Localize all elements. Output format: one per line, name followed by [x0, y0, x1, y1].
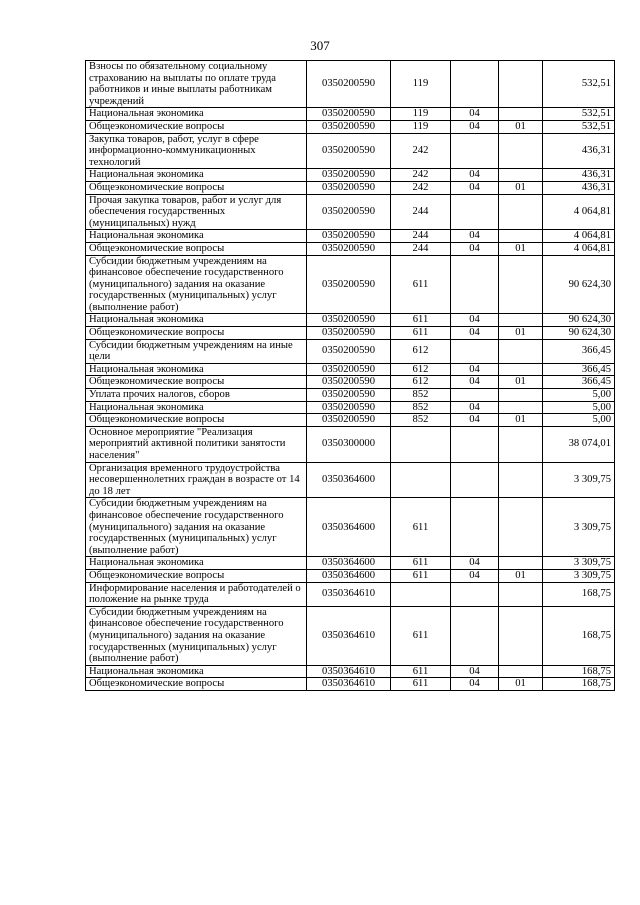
row-section: 04	[451, 569, 499, 582]
table-row	[86, 339, 615, 363]
row-section	[451, 426, 499, 462]
row-subsection	[499, 498, 543, 557]
row-target-code: 0350200590	[307, 133, 391, 169]
row-name: Общеэкономические вопросы	[86, 181, 307, 194]
row-sum: 4 064,81	[543, 242, 615, 255]
row-expense-type: 242	[391, 169, 451, 182]
row-name: Национальная экономика	[86, 401, 307, 414]
row-name: Общеэкономические вопросы	[86, 120, 307, 133]
row-subsection: 01	[499, 414, 543, 427]
row-target-code: 0350200590	[307, 169, 391, 182]
row-target-code: 0350364610	[307, 678, 391, 691]
row-name: Субсидии бюджетным учреждениям на иные цели	[86, 339, 307, 363]
row-subsection: 01	[499, 242, 543, 255]
row-expense-type: 119	[391, 61, 451, 108]
row-expense-type	[391, 582, 451, 606]
row-section: 04	[451, 557, 499, 570]
row-sum: 168,75	[543, 582, 615, 606]
row-sum: 532,51	[543, 61, 615, 108]
row-target-code: 0350364610	[307, 582, 391, 606]
table-row	[86, 426, 615, 462]
row-section: 04	[451, 363, 499, 376]
row-name: Национальная экономика	[86, 108, 307, 121]
row-subsection	[499, 389, 543, 402]
row-section: 04	[451, 108, 499, 121]
row-sum: 532,51	[543, 120, 615, 133]
row-section	[451, 582, 499, 606]
row-sum: 4 064,81	[543, 230, 615, 243]
row-subsection: 01	[499, 181, 543, 194]
row-expense-type: 611	[391, 255, 451, 314]
table-row	[86, 314, 615, 327]
row-target-code: 0350200590	[307, 120, 391, 133]
row-target-code: 0350300000	[307, 426, 391, 462]
row-sum: 4 064,81	[543, 194, 615, 230]
table-row	[86, 181, 615, 194]
row-subsection	[499, 462, 543, 498]
row-target-code: 0350200590	[307, 376, 391, 389]
row-target-code: 0350364610	[307, 606, 391, 665]
row-section: 04	[451, 120, 499, 133]
row-sum: 5,00	[543, 401, 615, 414]
table-row	[86, 414, 615, 427]
row-sum: 3 309,75	[543, 557, 615, 570]
row-expense-type: 611	[391, 678, 451, 691]
row-expense-type: 852	[391, 414, 451, 427]
row-subsection	[499, 169, 543, 182]
row-section: 04	[451, 376, 499, 389]
table-row	[86, 242, 615, 255]
row-expense-type: 611	[391, 314, 451, 327]
row-subsection	[499, 363, 543, 376]
table-row	[86, 678, 615, 691]
row-name: Общеэкономические вопросы	[86, 327, 307, 340]
row-target-code: 0350200590	[307, 230, 391, 243]
row-expense-type	[391, 426, 451, 462]
table-row	[86, 255, 615, 314]
row-sum: 3 309,75	[543, 462, 615, 498]
row-section: 04	[451, 678, 499, 691]
row-subsection: 01	[499, 120, 543, 133]
row-subsection: 01	[499, 376, 543, 389]
row-sum: 436,31	[543, 169, 615, 182]
row-name: Информирование населения и работодателей о положение на рынке труда	[86, 582, 307, 606]
row-sum: 38 074,01	[543, 426, 615, 462]
row-section	[451, 498, 499, 557]
table-row	[86, 133, 615, 169]
row-expense-type: 611	[391, 557, 451, 570]
row-subsection	[499, 194, 543, 230]
row-target-code: 0350200590	[307, 61, 391, 108]
row-section	[451, 194, 499, 230]
row-target-code: 0350200590	[307, 314, 391, 327]
row-expense-type: 244	[391, 242, 451, 255]
row-target-code: 0350200590	[307, 339, 391, 363]
budget-table-body	[86, 61, 615, 691]
row-subsection: 01	[499, 678, 543, 691]
table-row	[86, 376, 615, 389]
row-target-code: 0350200590	[307, 255, 391, 314]
row-subsection	[499, 230, 543, 243]
row-target-code: 0350200590	[307, 242, 391, 255]
table-row	[86, 389, 615, 402]
row-target-code: 0350364610	[307, 665, 391, 678]
table-row	[86, 327, 615, 340]
row-expense-type	[391, 462, 451, 498]
row-section: 04	[451, 169, 499, 182]
row-expense-type: 852	[391, 389, 451, 402]
table-row	[86, 61, 615, 108]
row-sum: 3 309,75	[543, 498, 615, 557]
row-name: Общеэкономические вопросы	[86, 569, 307, 582]
row-subsection	[499, 339, 543, 363]
row-sum: 5,00	[543, 389, 615, 402]
row-name: Основное мероприятие "Реализация мероприятий активной политики занятости населения"	[86, 426, 307, 462]
row-target-code: 0350364600	[307, 557, 391, 570]
row-expense-type: 612	[391, 376, 451, 389]
row-section	[451, 133, 499, 169]
row-subsection	[499, 255, 543, 314]
row-sum: 168,75	[543, 665, 615, 678]
row-section: 04	[451, 230, 499, 243]
row-expense-type: 612	[391, 339, 451, 363]
row-expense-type: 852	[391, 401, 451, 414]
row-sum: 436,31	[543, 133, 615, 169]
row-name: Общеэкономические вопросы	[86, 414, 307, 427]
table-row	[86, 498, 615, 557]
row-target-code: 0350200590	[307, 327, 391, 340]
row-subsection	[499, 606, 543, 665]
table-row	[86, 569, 615, 582]
budget-table	[85, 60, 615, 691]
row-section: 04	[451, 314, 499, 327]
row-expense-type: 611	[391, 327, 451, 340]
row-subsection	[499, 133, 543, 169]
row-target-code: 0350200590	[307, 363, 391, 376]
table-row	[86, 557, 615, 570]
row-target-code: 0350364600	[307, 569, 391, 582]
row-sum: 3 309,75	[543, 569, 615, 582]
row-section: 04	[451, 181, 499, 194]
table-row	[86, 462, 615, 498]
row-name: Национальная экономика	[86, 557, 307, 570]
row-expense-type: 244	[391, 230, 451, 243]
row-target-code: 0350200590	[307, 108, 391, 121]
row-name: Общеэкономические вопросы	[86, 678, 307, 691]
row-expense-type: 612	[391, 363, 451, 376]
row-sum: 168,75	[543, 606, 615, 665]
page-number: 307	[310, 38, 330, 53]
table-row	[86, 665, 615, 678]
row-name: Субсидии бюджетным учреждениям на финансовое обеспечение государственного (муниципального) задания на оказание государственных (муниципальных) услуг (выполнение работ)	[86, 606, 307, 665]
row-subsection: 01	[499, 327, 543, 340]
row-subsection	[499, 582, 543, 606]
row-subsection	[499, 314, 543, 327]
row-sum: 5,00	[543, 414, 615, 427]
table-row	[86, 582, 615, 606]
row-target-code: 0350200590	[307, 389, 391, 402]
row-sum: 532,51	[543, 108, 615, 121]
table-row	[86, 230, 615, 243]
row-name: Взносы по обязательному социальному страхованию на выплаты по оплате труда работников и иные выплаты работникам учреждений	[86, 61, 307, 108]
row-section	[451, 339, 499, 363]
row-expense-type: 244	[391, 194, 451, 230]
row-name: Субсидии бюджетным учреждениям на финансовое обеспечение государственного (муниципального) задания на оказание государственных (муниципальных) услуг (выполнение работ)	[86, 498, 307, 557]
row-name: Национальная экономика	[86, 363, 307, 376]
row-name: Национальная экономика	[86, 230, 307, 243]
row-section	[451, 606, 499, 665]
row-expense-type: 119	[391, 108, 451, 121]
row-name: Общеэкономические вопросы	[86, 376, 307, 389]
row-target-code: 0350364600	[307, 462, 391, 498]
row-name: Национальная экономика	[86, 169, 307, 182]
row-section: 04	[451, 665, 499, 678]
row-section: 04	[451, 327, 499, 340]
row-expense-type: 242	[391, 181, 451, 194]
table-row	[86, 401, 615, 414]
row-name: Общеэкономические вопросы	[86, 242, 307, 255]
row-sum: 436,31	[543, 181, 615, 194]
row-target-code: 0350200590	[307, 414, 391, 427]
row-name: Закупка товаров, работ, услуг в сфере информационно-коммуникационных технологий	[86, 133, 307, 169]
row-expense-type: 119	[391, 120, 451, 133]
table-row	[86, 108, 615, 121]
row-sum: 366,45	[543, 363, 615, 376]
row-sum: 366,45	[543, 339, 615, 363]
table-row	[86, 363, 615, 376]
row-target-code: 0350200590	[307, 401, 391, 414]
row-expense-type: 611	[391, 606, 451, 665]
row-target-code: 0350200590	[307, 194, 391, 230]
row-name: Организация временного трудоустройства несовершеннолетних граждан в возрасте от 14 до 18 лет	[86, 462, 307, 498]
row-section	[451, 61, 499, 108]
row-expense-type: 611	[391, 569, 451, 582]
row-name: Национальная экономика	[86, 314, 307, 327]
row-target-code: 0350364600	[307, 498, 391, 557]
row-section	[451, 389, 499, 402]
row-subsection	[499, 665, 543, 678]
row-section	[451, 462, 499, 498]
table-row	[86, 194, 615, 230]
row-sum: 90 624,30	[543, 327, 615, 340]
row-sum: 168,75	[543, 678, 615, 691]
row-name: Прочая закупка товаров, работ и услуг для обеспечения государственных (муниципальных) нужд	[86, 194, 307, 230]
row-name: Субсидии бюджетным учреждениям на финансовое обеспечение государственного (муниципального) задания на оказание государственных (муниципальных) услуг (выполнение работ)	[86, 255, 307, 314]
row-target-code: 0350200590	[307, 181, 391, 194]
table-row	[86, 169, 615, 182]
row-section: 04	[451, 242, 499, 255]
row-subsection	[499, 557, 543, 570]
row-subsection	[499, 426, 543, 462]
row-subsection	[499, 108, 543, 121]
table-row	[86, 606, 615, 665]
table-row	[86, 120, 615, 133]
row-name: Уплата прочих налогов, сборов	[86, 389, 307, 402]
row-sum: 90 624,30	[543, 314, 615, 327]
row-sum: 366,45	[543, 376, 615, 389]
row-expense-type: 611	[391, 498, 451, 557]
row-section	[451, 255, 499, 314]
row-expense-type: 242	[391, 133, 451, 169]
row-subsection: 01	[499, 569, 543, 582]
row-name: Национальная экономика	[86, 665, 307, 678]
row-section: 04	[451, 401, 499, 414]
row-subsection	[499, 61, 543, 108]
row-expense-type: 611	[391, 665, 451, 678]
row-subsection	[499, 401, 543, 414]
row-sum: 90 624,30	[543, 255, 615, 314]
row-section: 04	[451, 414, 499, 427]
